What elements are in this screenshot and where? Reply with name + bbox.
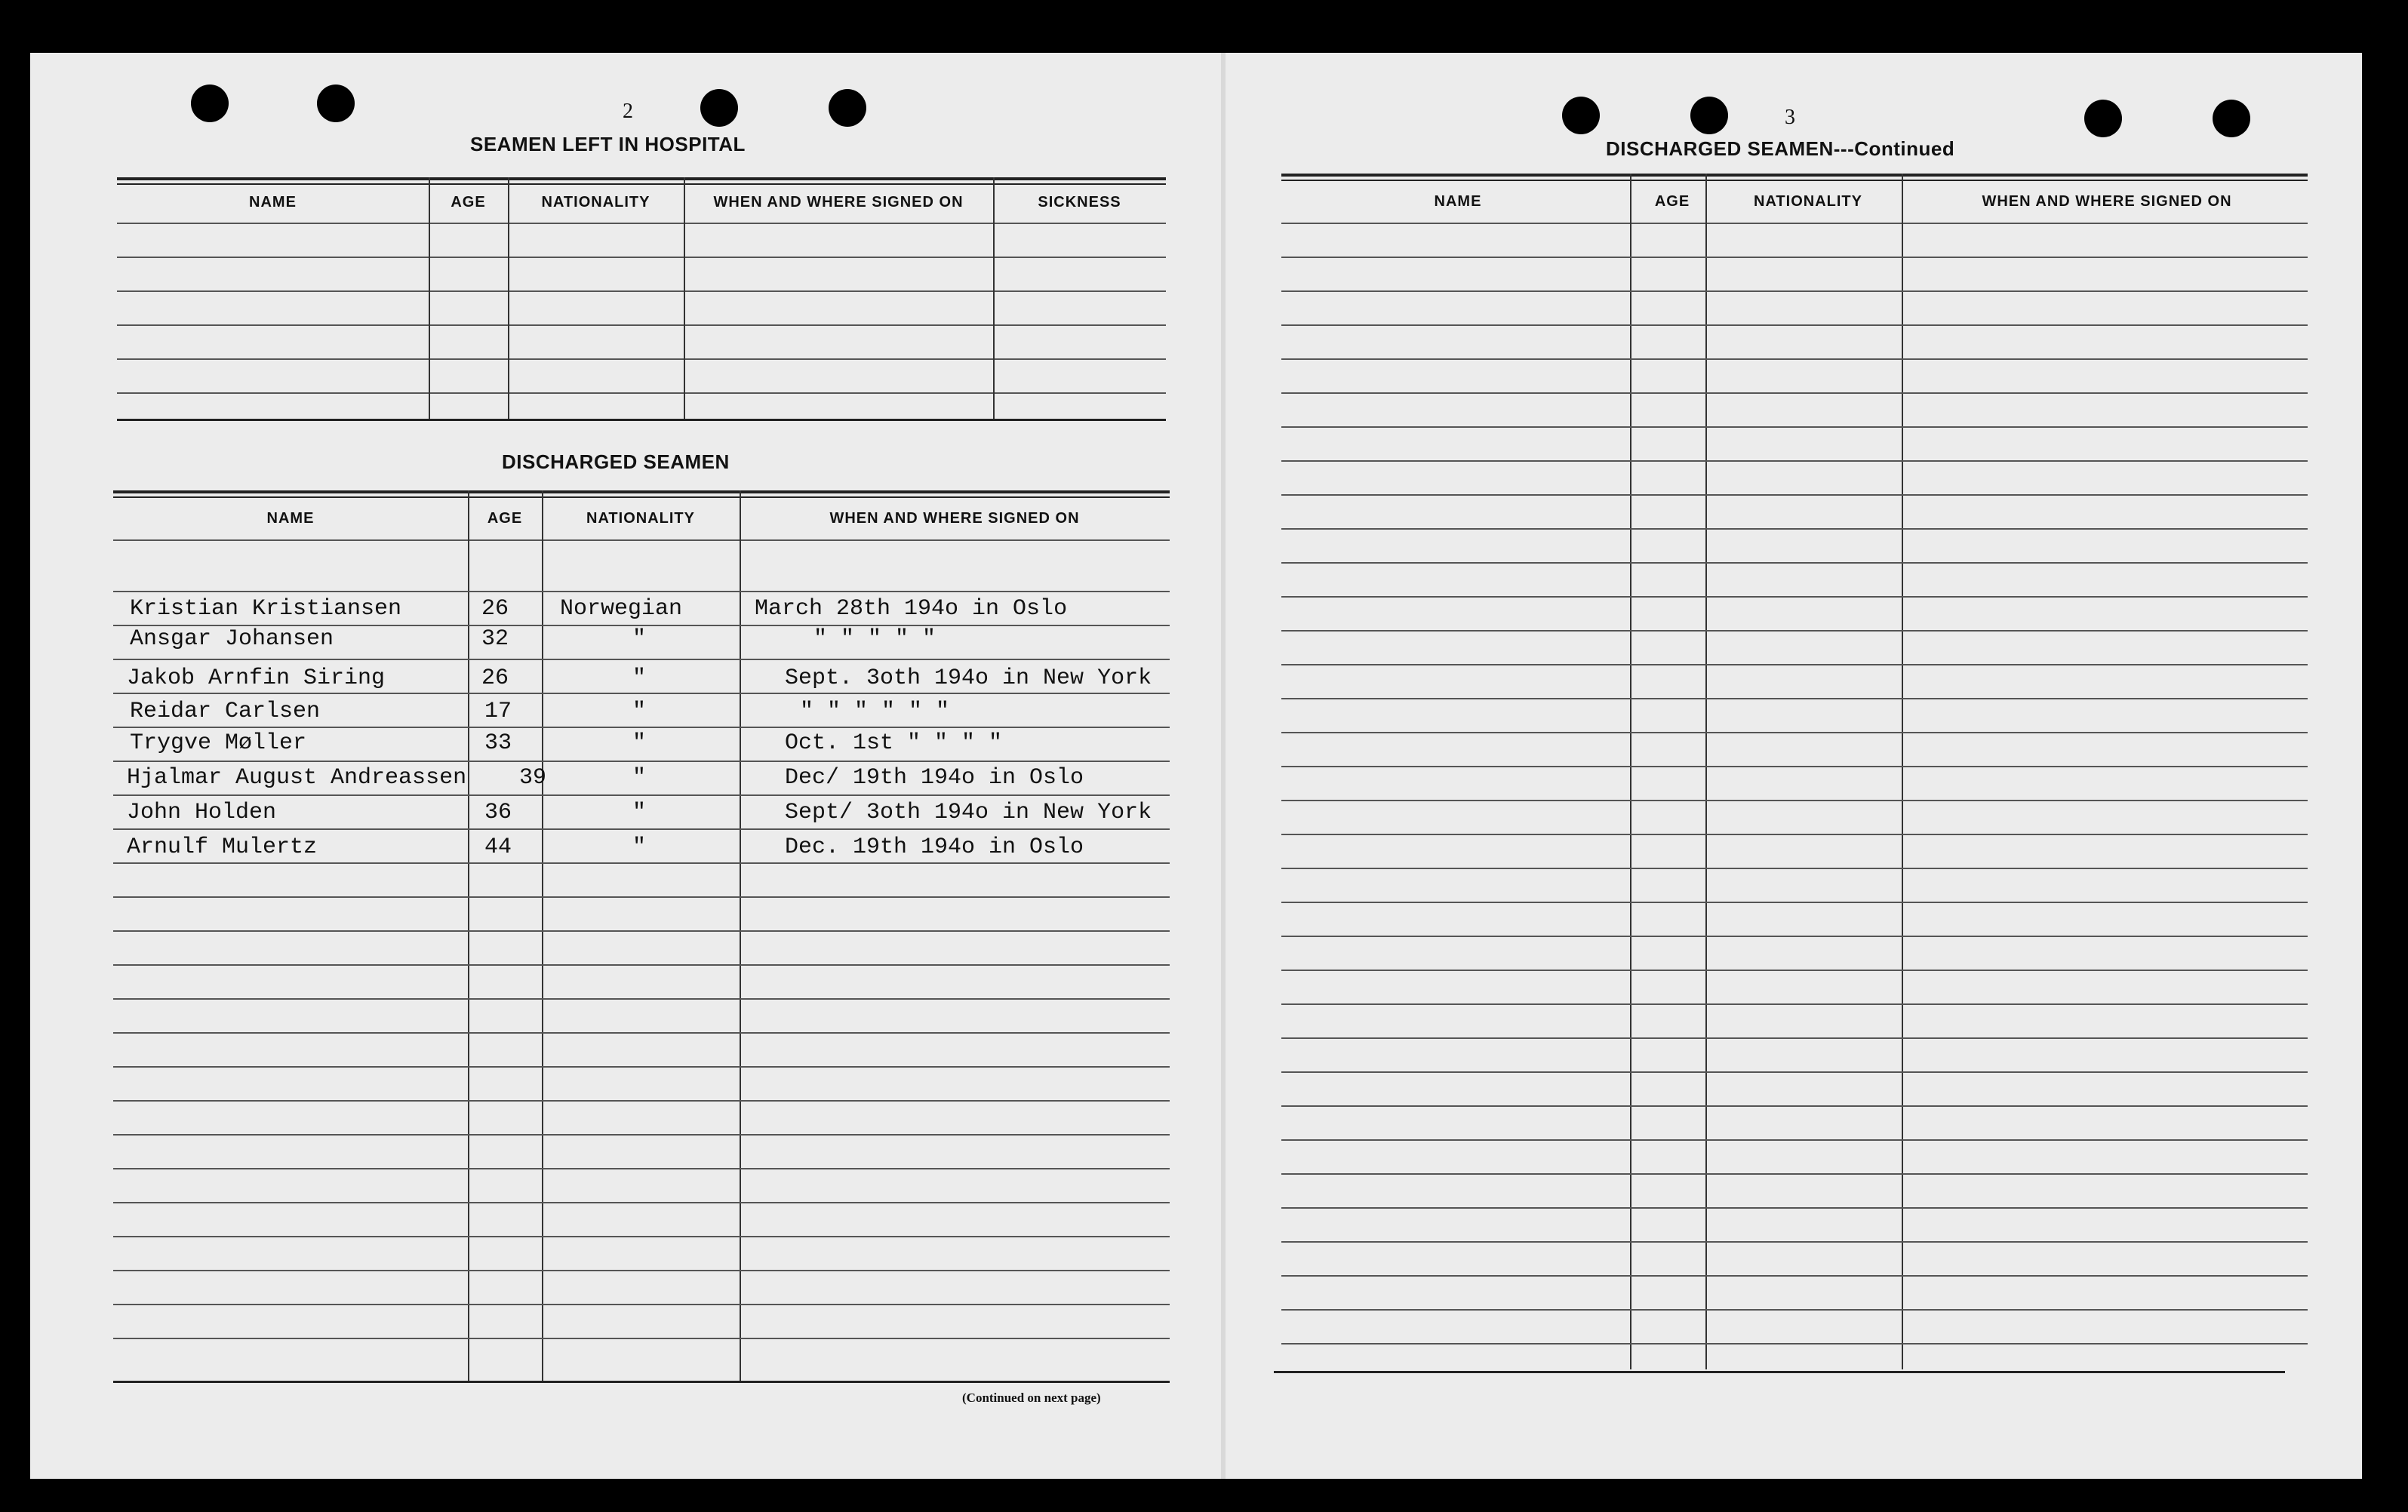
seaman-name: Jakob Arnfin Siring xyxy=(127,665,386,691)
col-header-nationality: NATIONALITY xyxy=(1754,193,1862,210)
seaman-nationality: Norwegian xyxy=(560,596,683,622)
seaman-name: Arnulf Mulertz xyxy=(127,834,318,860)
seaman-nationality: " xyxy=(632,699,647,724)
col-header-signed-on: WHEN AND WHERE SIGNED ON xyxy=(829,510,1080,527)
seaman-name: Kristian Kristiansen xyxy=(130,596,402,622)
seaman-age: 32 xyxy=(481,626,509,652)
seaman-name: Trygve Møller xyxy=(130,730,307,756)
punch-hole xyxy=(2084,100,2122,137)
continued-title: DISCHARGED SEAMEN---Continued xyxy=(1606,137,1955,160)
seaman-signed-on: " " " " " " xyxy=(800,699,950,724)
col-header-sickness: SICKNESS xyxy=(1038,194,1121,211)
seaman-nationality: " xyxy=(632,665,647,691)
document-sheet xyxy=(30,53,2362,1479)
seaman-name: John Holden xyxy=(127,800,277,825)
right-page xyxy=(1222,53,2362,1479)
page-number: 3 xyxy=(1785,106,1795,129)
col-header-name: NAME xyxy=(249,194,297,211)
seaman-age: 26 xyxy=(481,596,509,622)
punch-hole xyxy=(1562,97,1600,134)
seaman-signed-on: Sept/ 3oth 194o in New York xyxy=(785,800,1152,825)
seaman-name: Reidar Carlsen xyxy=(130,699,321,724)
col-header-age: AGE xyxy=(451,194,486,211)
seaman-nationality: " xyxy=(632,626,647,652)
seaman-age: 33 xyxy=(484,730,512,756)
seaman-age: 39 xyxy=(519,765,547,791)
seaman-name: Hjalmar August Andreassen xyxy=(127,765,467,791)
hospital-title: SEAMEN LEFT IN HOSPITAL xyxy=(470,133,746,155)
seaman-signed-on: March 28th 194o in Oslo xyxy=(755,596,1068,622)
col-header-age: AGE xyxy=(487,510,523,527)
seaman-signed-on: Dec. 19th 194o in Oslo xyxy=(785,834,1084,860)
col-header-signed-on: WHEN AND WHERE SIGNED ON xyxy=(1982,193,2232,210)
col-header-nationality: NATIONALITY xyxy=(541,194,650,211)
seaman-signed-on: Dec/ 19th 194o in Oslo xyxy=(785,765,1084,791)
punch-hole xyxy=(2213,100,2250,137)
seaman-age: 17 xyxy=(484,699,512,724)
discharged-continued-table xyxy=(1281,174,2308,1396)
page-number: 2 xyxy=(623,100,633,123)
col-header-name: NAME xyxy=(266,510,315,527)
seaman-age: 26 xyxy=(481,665,509,691)
seaman-nationality: " xyxy=(632,730,647,756)
col-header-age: AGE xyxy=(1654,193,1690,210)
punch-hole xyxy=(1690,97,1728,134)
col-header-signed-on: WHEN AND WHERE SIGNED ON xyxy=(713,194,964,211)
seaman-age: 36 xyxy=(484,800,512,825)
seaman-signed-on: Sept. 3oth 194o in New York xyxy=(785,665,1152,691)
left-page xyxy=(30,53,1222,1479)
punch-hole xyxy=(829,89,866,127)
hospital-table xyxy=(117,177,1166,475)
seaman-signed-on: Oct. 1st " " " " xyxy=(785,730,1003,756)
punch-hole xyxy=(317,85,355,122)
discharged-title: DISCHARGED SEAMEN xyxy=(502,450,730,473)
seaman-nationality: " xyxy=(632,800,647,825)
seaman-nationality: " xyxy=(632,834,647,860)
seaman-signed-on: " " " " " xyxy=(813,626,936,652)
punch-hole xyxy=(700,89,738,127)
discharged-table xyxy=(113,490,1170,1456)
continued-note: (Continued on next page) xyxy=(962,1391,1101,1405)
seaman-name: Ansgar Johansen xyxy=(130,626,334,652)
col-header-nationality: NATIONALITY xyxy=(586,510,695,527)
seaman-nationality: " xyxy=(632,765,647,791)
punch-hole xyxy=(191,85,229,122)
col-header-name: NAME xyxy=(1434,193,1482,210)
seaman-age: 44 xyxy=(484,834,512,860)
